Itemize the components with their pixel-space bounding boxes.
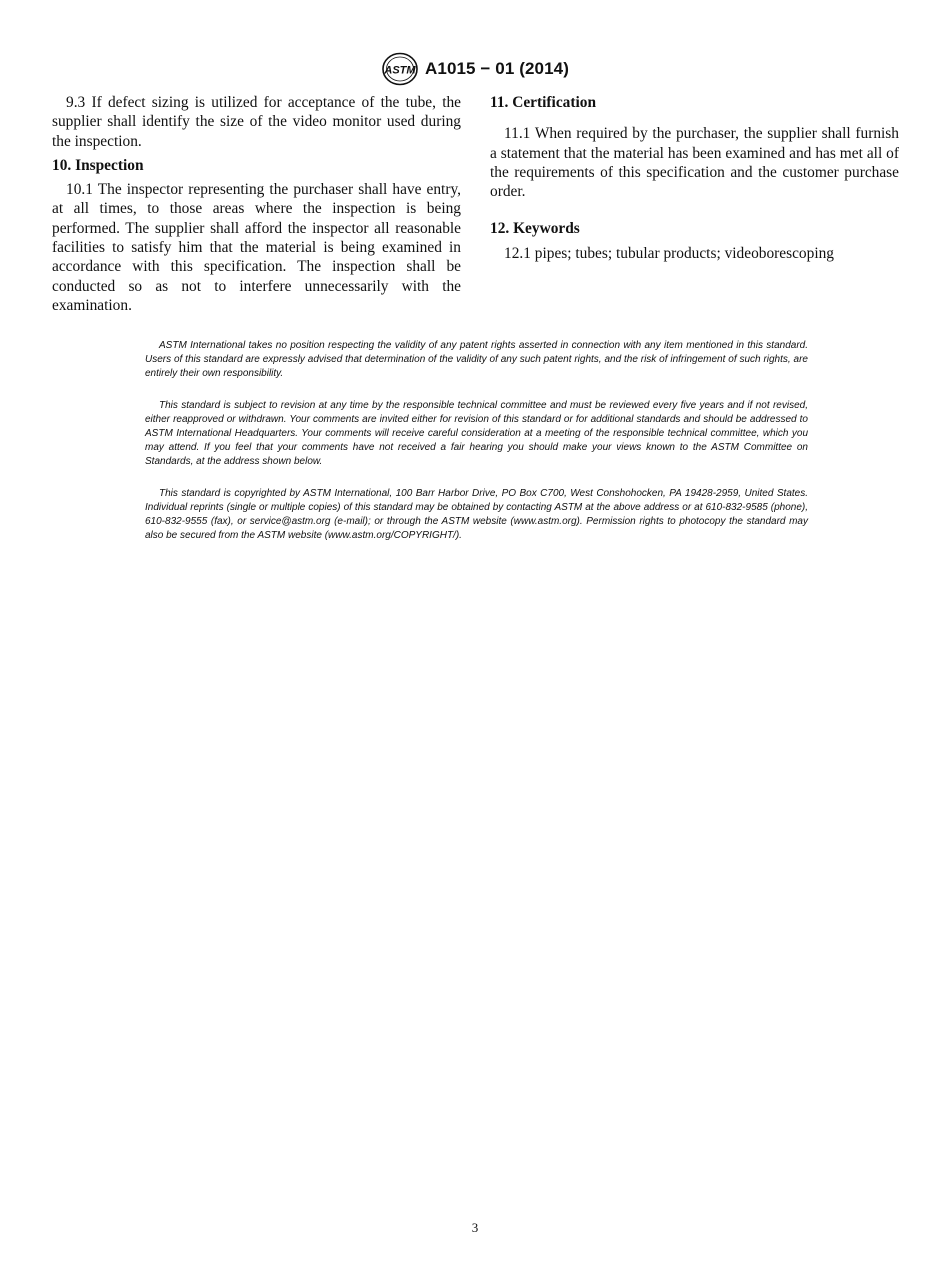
document-designation: A1015 − 01 (2014) <box>425 59 569 78</box>
section-title-inspection: 10. Inspection <box>52 156 144 174</box>
legal-notices <box>145 339 808 562</box>
section-title-certification: 11. Certification <box>490 94 596 111</box>
paragraph-10-1: 10.1 The inspector representing the purchaser shall have entry, at all times, to those areas where the inspection is being performed. The supplier shall afford the inspector all reasonable facilities to satisfy him that the material is being examined in accordance with this specification. The inspection shall be conducted so as not to interfere unnecessarily with the examination. <box>52 181 461 314</box>
copyright-notice: This standard is copyrighted by ASTM International, 100 Barr Harbor Drive, PO Box C700, West Conshohocken, PA 19428-2959, United States. Individual reprints (single or multiple copies) of this standard may be obtained by contacting ASTM at the above address or at 610-832-9585 (phone), 610-832-9555 (fax), or service@astm.org (e-mail); or through the ASTM website (www.astm.org). Permission rights to photocopy the standard may also be secured from the ASTM website (www.astm.org/COPYRIGHT/). <box>145 488 808 541</box>
right-column <box>490 93 899 263</box>
astm-logo-text: ASTM <box>384 64 416 77</box>
page-header <box>0 52 950 86</box>
patent-notice: ASTM International takes no position respecting the validity of any patent rights asserted in connection with any item mentioned in this standard. Users of this standard are expressly advised that determination of the validity of any such patent rights, and the risk of infringement of such rights, are entirely their own responsibility. <box>145 340 808 379</box>
paragraph-11-1: 11.1 When required by the purchaser, the supplier shall furnish a statement that the material has been examined and has met all of the requirements of this specification and the customer purchase order. <box>490 125 899 201</box>
left-column <box>52 93 461 315</box>
section-title-keywords: 12. Keywords <box>490 220 580 238</box>
page-number: 3 <box>471 1220 479 1235</box>
astm-logo-icon <box>381 52 419 86</box>
paragraph-9-3: 9.3 If defect sizing is utilized for acceptance of the tube, the supplier shall identify the size of the video monitor used during the inspection. <box>52 94 461 150</box>
paragraph-12-1: 12.1 pipes; tubes; tubular products; videoborescoping <box>504 244 834 262</box>
revision-notice: This standard is subject to revision at any time by the responsible technical committee and must be reviewed every five years and if not revised, either reapproved or withdrawn. Your comments are invited either for revision of this standard or for additional standards and should be addressed to ASTM International Headquarters. Your comments will receive careful consideration at a meeting of the responsible technical committee, which you may attend. If you feel that your comments have not received a fair hearing you should make your views known to the ASTM Committee on Standards, at the address shown below. <box>145 400 808 467</box>
